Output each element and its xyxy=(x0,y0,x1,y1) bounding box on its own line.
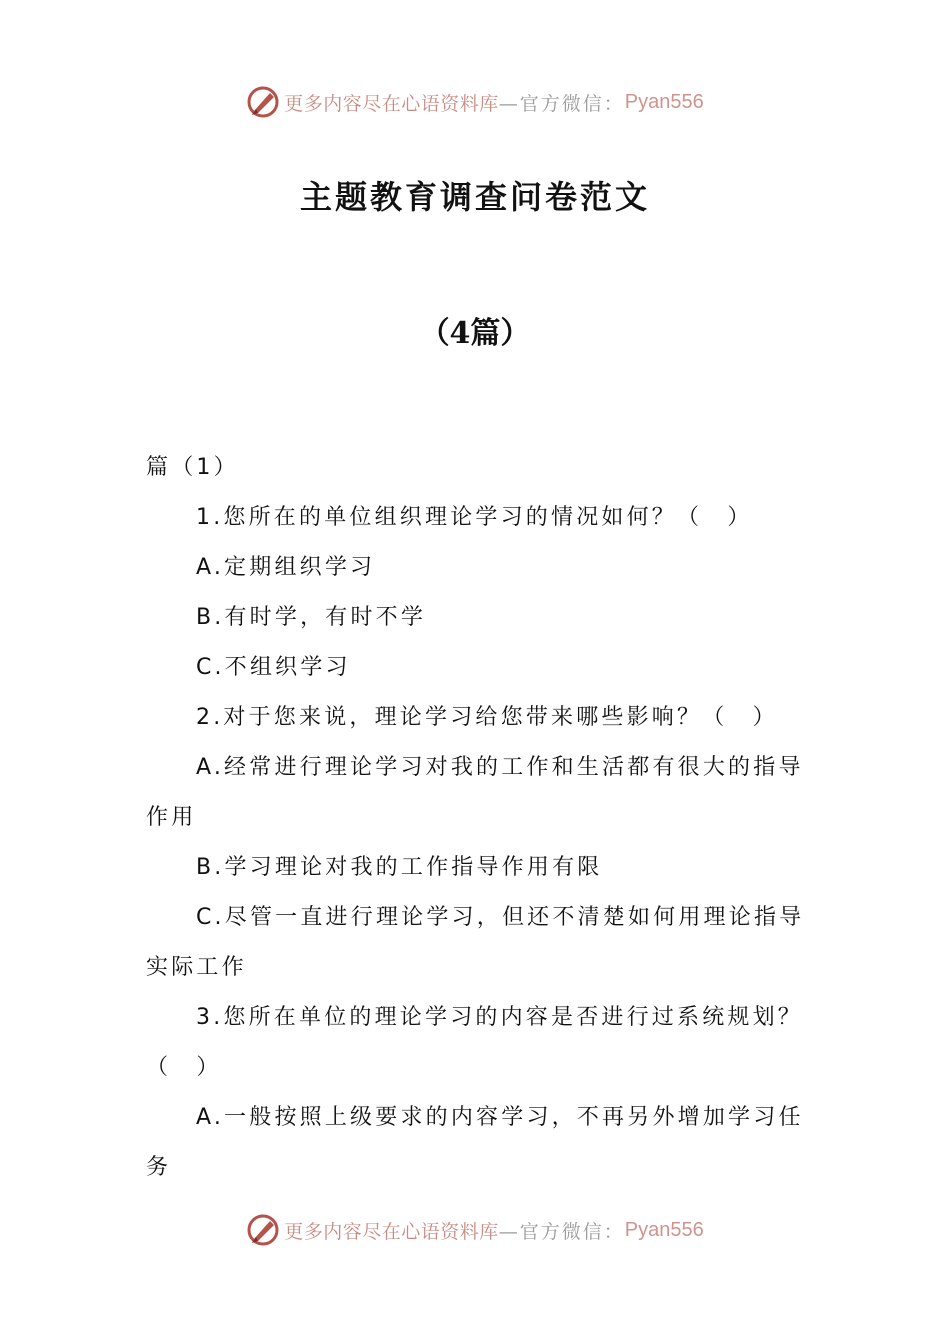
section-heading: 篇（1） xyxy=(146,455,239,480)
brand-text: 更多内容尽在心语资料库 xyxy=(284,1220,499,1243)
official-label: —官方微信： xyxy=(498,1220,625,1243)
wechat-id: Pyan556 xyxy=(624,90,704,113)
document-title: 主题教育调查问卷范文 xyxy=(299,178,650,216)
document-body xyxy=(146,443,806,1193)
pen-logo-icon xyxy=(246,85,280,119)
question-1: 1.您所在的单位组织理论学习的情况如何？（ ） xyxy=(196,505,753,530)
pen-logo-icon xyxy=(246,1213,280,1247)
question-1-option-c: C.不组织学习 xyxy=(196,655,351,680)
question-2-option-b: B.学习理论对我的工作指导作用有限 xyxy=(196,855,603,880)
question-2: 2.对于您来说，理论学习给您带来哪些影响？（ ） xyxy=(196,705,778,730)
question-3: 3.您所在单位的理论学习的内容是否进行过系统规划？（ ） xyxy=(146,1005,803,1080)
question-3-option-a: A.一般按照上级要求的内容学习，不再另外增加学习任务 xyxy=(146,1105,804,1180)
document-subtitle: （4篇） xyxy=(419,316,531,351)
question-2-option-c: C.尽管一直进行理论学习，但还不清楚如何用理论指导实际工作 xyxy=(146,905,805,980)
question-1-option-a: A.定期组织学习 xyxy=(196,555,376,580)
question-1-option-b: B.有时学，有时不学 xyxy=(196,605,427,630)
brand-text: 更多内容尽在心语资料库 xyxy=(284,92,499,115)
official-label: —官方微信： xyxy=(498,92,625,115)
question-2-option-a: A.经常进行理论学习对我的工作和生活都有很大的指导作用 xyxy=(146,755,804,830)
wechat-id: Pyan556 xyxy=(624,1218,704,1241)
footer-watermark xyxy=(0,1210,950,1250)
header-watermark xyxy=(0,82,950,122)
